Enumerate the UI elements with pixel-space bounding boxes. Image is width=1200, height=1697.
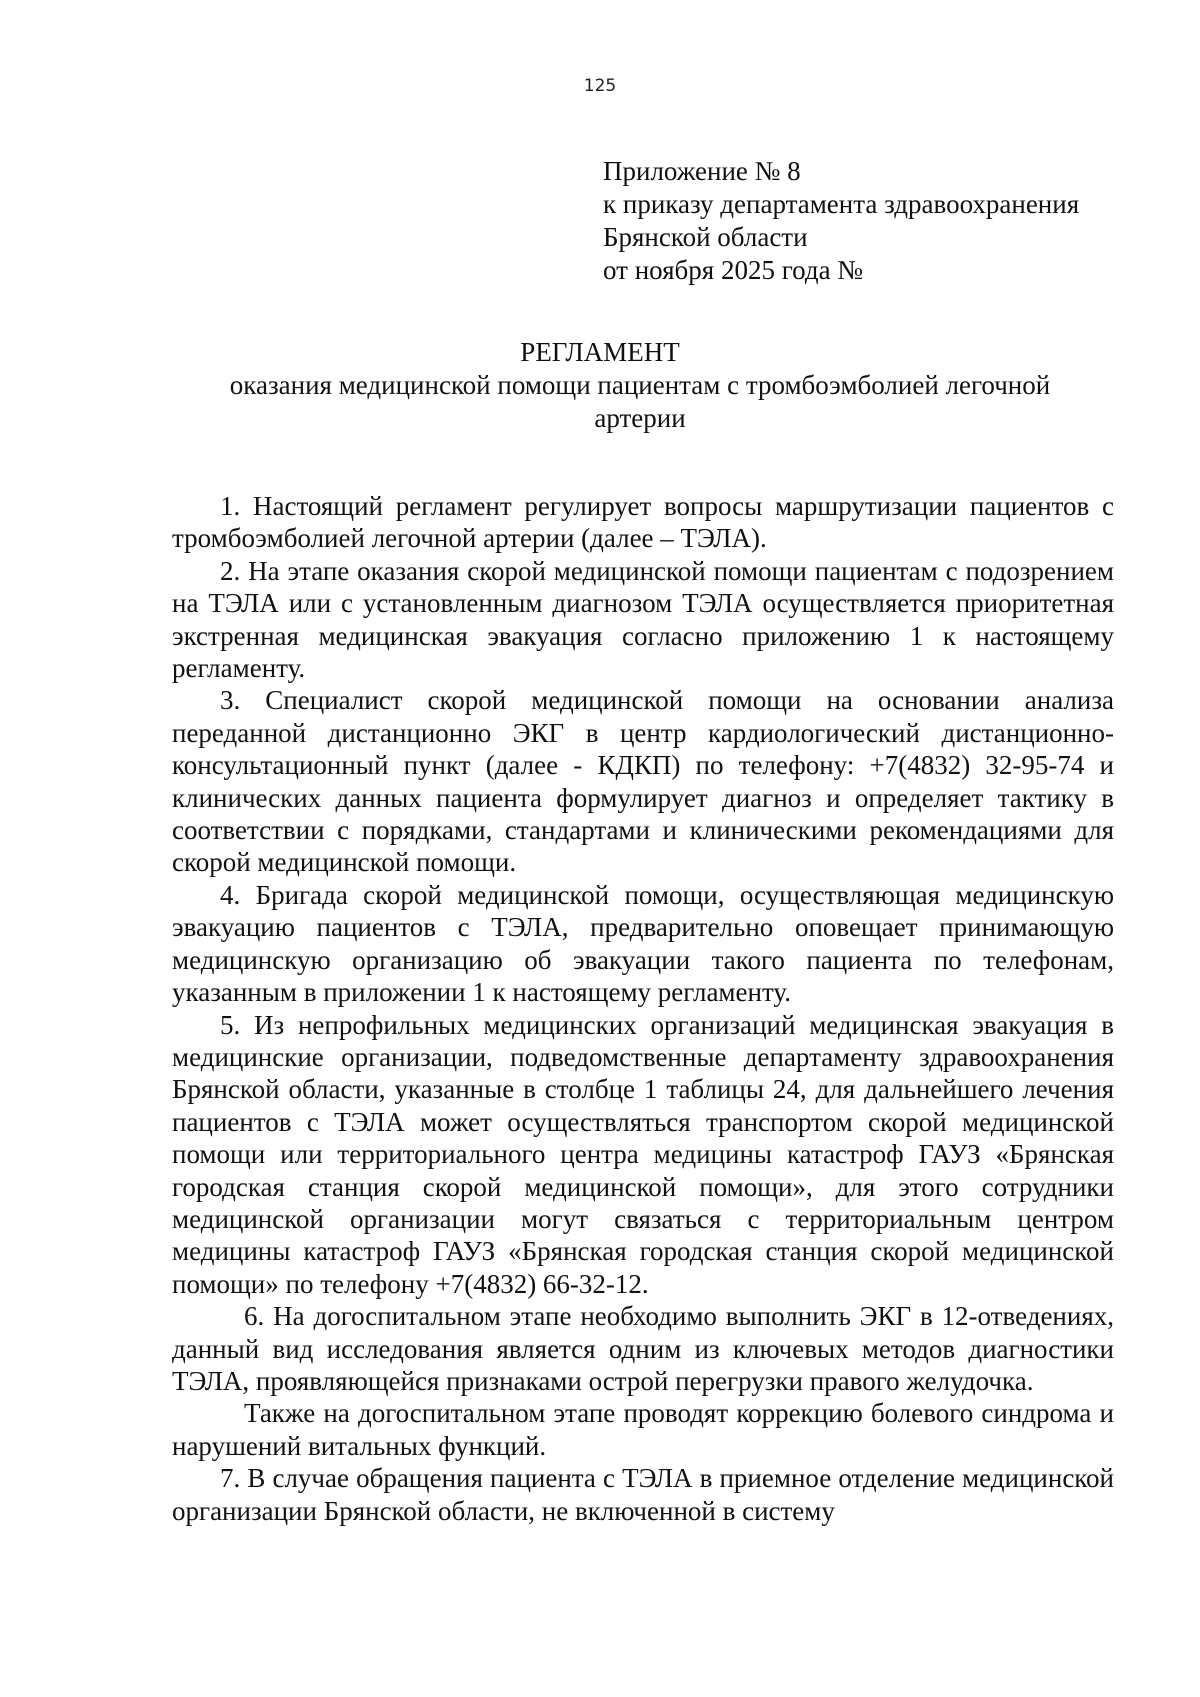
paragraph-4: 4. Бригада скорой медицинской помощи, осуществляющая медицинскую эвакуацию пациентов с ТЭЛА, предварительно оповещает принимающую медицинскую организацию об эвакуации такого пациента по телефонам, указанным в приложении 1 к настоящему регламенту. <box>172 879 1114 1008</box>
paragraph-2: 2. На этапе оказания скорой медицинской помощи пациентам с подозрением на ТЭЛА или с установленным диагнозом ТЭЛА осуществляется приоритетная экстренная медицинская эвакуация согласно приложению 1 к настоящему регламенту. <box>172 555 1114 684</box>
paragraph-1: 1. Настоящий регламент регулирует вопросы маршрутизации пациентов с тромбоэмболией легочной артерии (далее – ТЭЛА). <box>172 491 1114 554</box>
paragraph-6-continued: Также на догоспитальном этапе проводят коррекцию болевого синдрома и нарушений витальных функций. <box>172 1398 1114 1461</box>
appendix-line-3: Брянской области <box>603 222 808 252</box>
document-subtitle: оказания медицинской помощи пациентам с тромбоэмболией легочной артерии <box>229 370 1051 433</box>
appendix-line-2: к приказу департамента здравоохранения <box>603 189 1080 219</box>
document-title: РЕГЛАМЕНТ <box>520 337 680 367</box>
document-body <box>172 490 1114 1527</box>
paragraph-6: 6. На догоспитальном этапе необходимо выполнить ЭКГ в 12-отведениях, данный вид исследования является одним из ключевых методов диагностики ТЭЛА, проявляющейся признаками острой перегрузки правого желудочка. <box>172 1301 1114 1396</box>
paragraph-5: 5. Из непрофильных медицинских организаций медицинская эвакуация в медицинские организации, подведомственные департаменту здравоохранения Брянской области, указанные в столбце 1 таблицы 24, для дальнейшего лечения пациентов с ТЭЛА может осуществляться транспортом скорой медицинской помощи или территориального центра медицины катастроф ГАУЗ «Брянская городская станция скорой медицинской помощи», для этого сотрудники медицинской организации могут связаться с территориальным центром медицины катастроф ГАУЗ «Брянская городская станция скорой медицинской помощи» по телефону +7(4832) 66-32-12. <box>172 1009 1114 1299</box>
appendix-line-1: Приложение № 8 <box>603 156 801 186</box>
paragraph-3: 3. Специалист скорой медицинской помощи на основании анализа переданной дистанционно ЭКГ в центр кардиологический дистанционно-консультационный пункт (далее - КДКП) по телефону: +7(4832) 32-95-74 и клинических данных пациента формулирует диагноз и определяет тактику в соответствии с порядками, стандартами и клиническими рекомендациями для скорой медицинской помощи. <box>172 685 1114 878</box>
appendix-header <box>603 155 1079 287</box>
appendix-line-4: от ноября 2025 года № <box>603 255 864 285</box>
paragraph-7: 7. В случае обращения пациента с ТЭЛА в приемное отделение медицинской организации Брянской области, не включенной в систему <box>172 1463 1114 1526</box>
page-number: 125 <box>583 76 617 96</box>
